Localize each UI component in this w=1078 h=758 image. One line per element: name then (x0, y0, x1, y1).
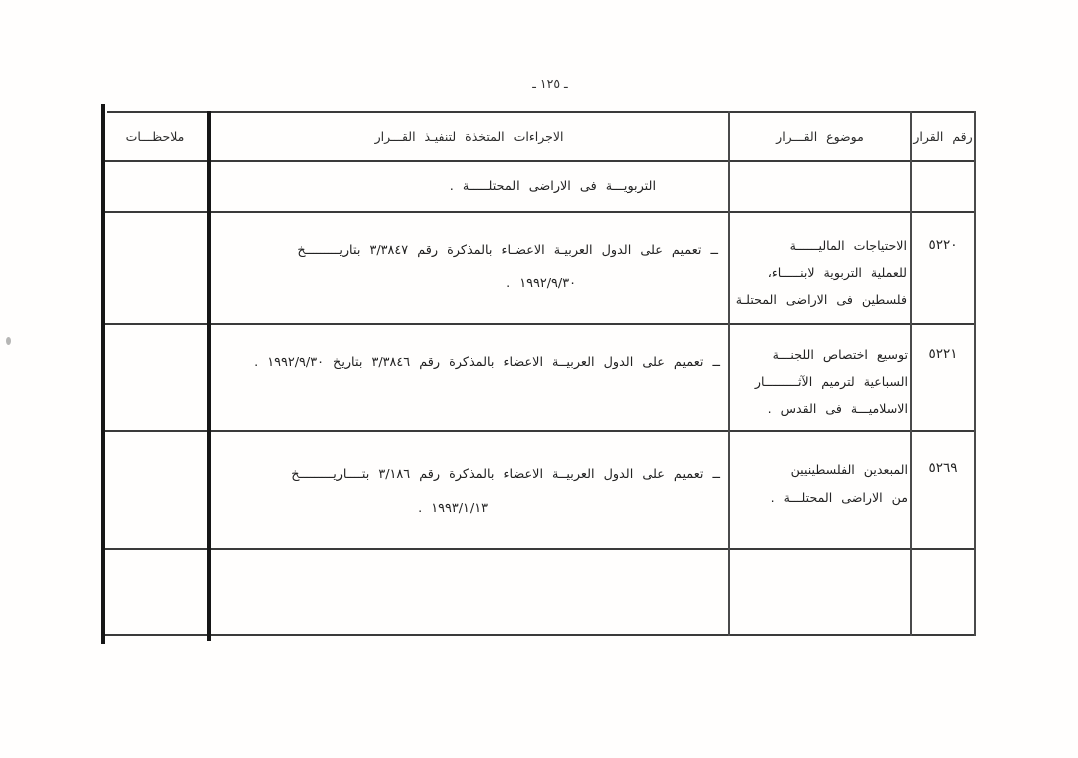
notes-column-divider (207, 111, 211, 641)
procedures-line: ــ تعميم على الدول العربيــة الاعضاء بالمذكرة رقم ٣/١٨٦ بتــــاريـــــــــخ (291, 467, 720, 482)
table-right-border (974, 111, 976, 636)
subject-line: فلسطين فى الاراضى المحتلـة (735, 292, 907, 307)
decision-procedures (212, 460, 728, 523)
page-number: ـ ١٢٥ ـ (532, 76, 568, 91)
procedures-date-line: ١٩٩٢/٩/٣٠ . (506, 276, 576, 291)
subject-line: الاسلاميـــة فى القدس . (767, 401, 908, 416)
decision-number: ٥٢٢٠ (928, 237, 958, 253)
scan-artifact (6, 337, 11, 345)
col-header-decision-no: رقم القرار (913, 128, 973, 144)
subject-line: الاحتياجات الماليــــــة (789, 238, 907, 253)
decision-subject (732, 456, 908, 512)
row-divider-2 (103, 323, 976, 325)
decision-number: ٥٢٦٩ (928, 460, 958, 476)
row-divider-4 (103, 548, 976, 550)
col-header-subject: موضوع القـــرار (776, 128, 864, 144)
subject-line: المبعدين الفلسطينيين (790, 462, 908, 477)
subject-line: السباعية لترميم الآثـــــــــار (754, 374, 908, 389)
procedures-line: ــ تعميم على الدول العربيــة الاعضاء بالمذكرة رقم ٣/٣٨٤٦ بتاريخ ١٩٩٢/٩/٣٠ . (254, 355, 720, 370)
procedures-column-divider (728, 111, 730, 636)
procedures-date-line: ١٩٩٣/١/١٣ . (418, 501, 488, 516)
procedures-text: التربويـــة فى الاراضى المحتلـــــة . (449, 179, 656, 194)
row-divider-3 (103, 430, 976, 432)
decision-number: ٥٢٢١ (928, 346, 958, 362)
table-bottom-border (103, 634, 976, 636)
decision-subject (732, 341, 908, 422)
table-row-continuation (212, 162, 728, 211)
table-left-border (101, 104, 105, 644)
decision-procedures (212, 236, 728, 298)
decision-procedures (212, 348, 728, 377)
subject-column-divider (910, 111, 912, 636)
subject-line: للعملية التربوية لابنـــــاء، (767, 265, 907, 280)
subject-line: من الاراضى المحتلـــة . (770, 490, 908, 505)
subject-line: توسيع اختصاص اللجنـــة (772, 347, 908, 362)
row-divider-1 (103, 211, 976, 213)
col-header-notes: ملاحظـــات (125, 128, 185, 144)
col-header-procedures: الاجراءات المتخذة لتنفيـذ القـــرار (374, 128, 564, 144)
procedures-line: ــ تعميم على الدول العربيـة الاعضـاء بالمذكرة رقم ٣/٣٨٤٧ بتاريـــــــــخ (297, 243, 718, 258)
decision-subject (733, 232, 907, 313)
